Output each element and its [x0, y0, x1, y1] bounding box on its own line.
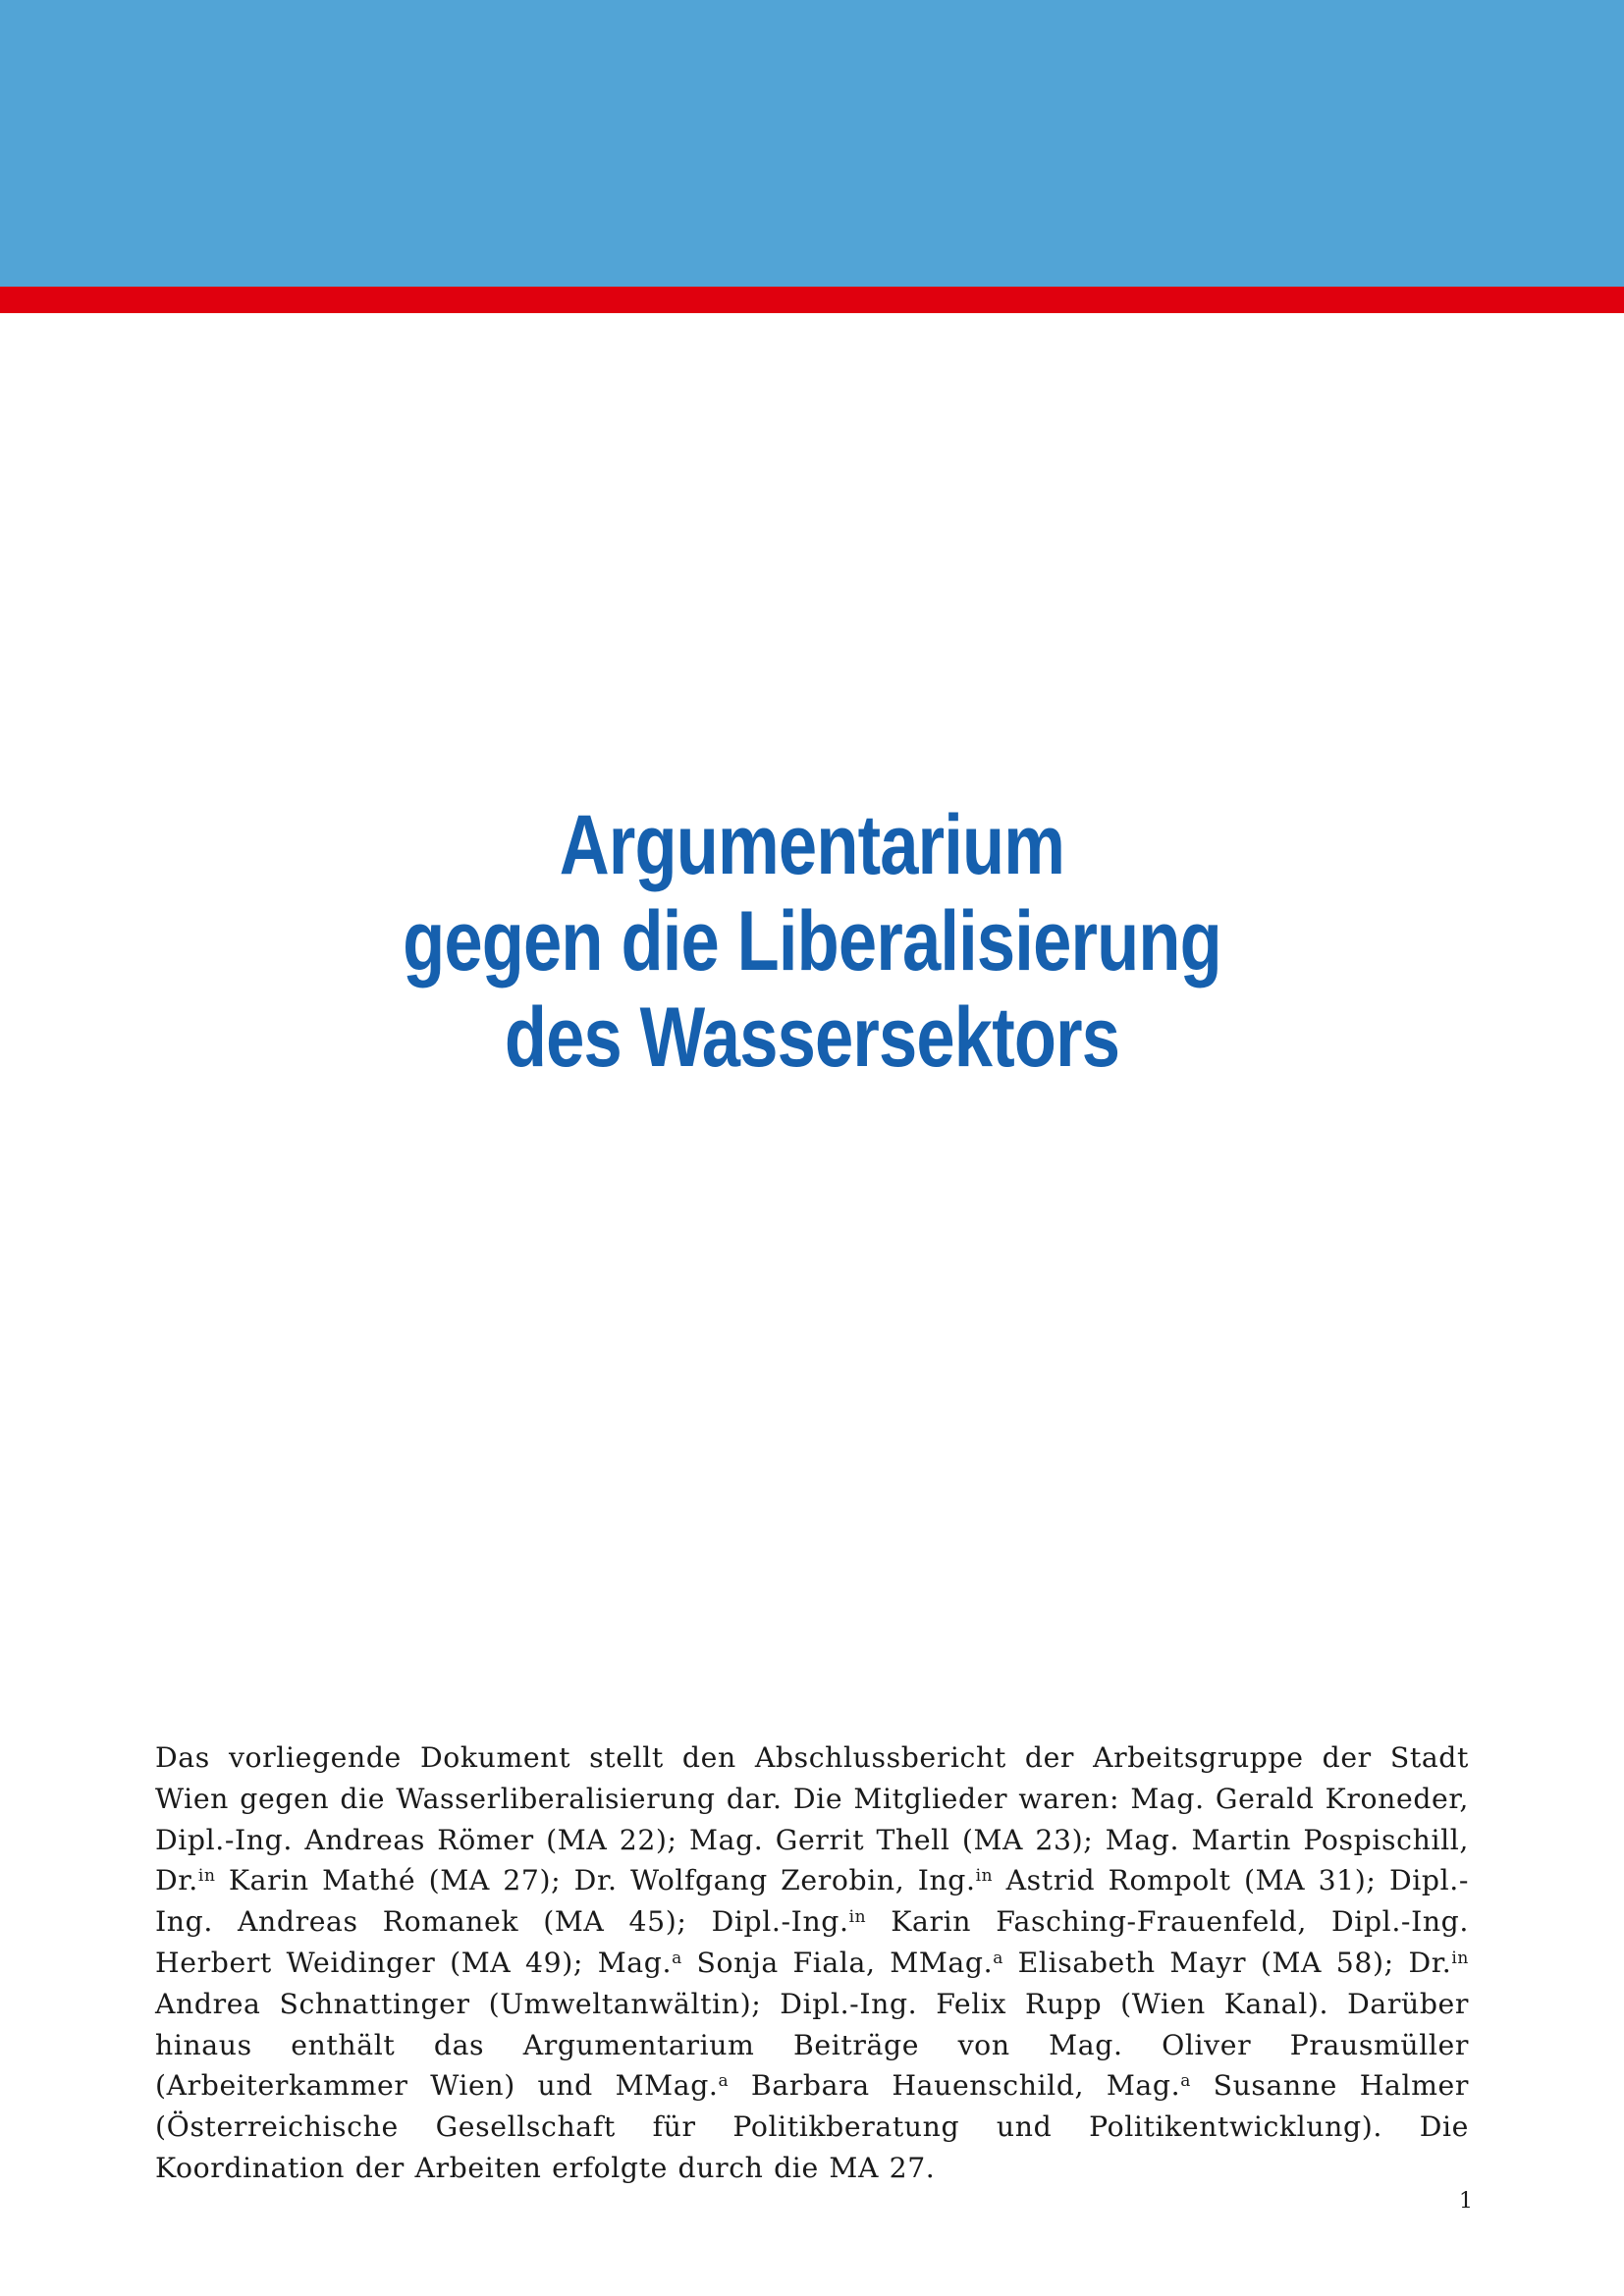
page-number: 1: [1459, 2189, 1473, 2214]
paragraph-text: Sonja Fiala, MMag.: [681, 1946, 994, 1979]
superscript-abbrev: a: [672, 1948, 682, 1968]
superscript-abbrev: in: [1451, 1948, 1469, 1968]
paragraph-text: Karin Fasching-Frauenfeld, Dipl.-Ing. Herbert Weidinger (MA 49); Mag.: [155, 1905, 1469, 1979]
superscript-abbrev: a: [718, 2071, 730, 2092]
title-line-2: gegen die Liberalisierung: [403, 894, 1221, 988]
paragraph-text: Andrea Schnattinger (Umweltanwältin); Dipl.-Ing. Felix Rupp (Wien Kanal). Darüber hinaus enthält das Argumentarium Beiträge von Mag. Oliver Prausmüller (Arbeiterkammer Wien) und MMag.: [155, 1987, 1469, 2103]
paragraph-text: Karin Mathé (MA 27); Dr. Wolfgang Zerobin, Ing.: [215, 1864, 976, 1897]
paragraph-text: Susanne Halmer (Österreichische Gesellschaft für Politikberatung und Politikentwicklung). Die Koordination der Arbeiten erfolgte durch die MA 27.: [155, 2069, 1470, 2184]
title-line-3: des Wassersektors: [504, 990, 1120, 1085]
document-title: [146, 797, 1478, 1086]
header-blue-band: [0, 0, 1624, 287]
header-red-stripe: [0, 287, 1624, 313]
superscript-abbrev: a: [1180, 2071, 1191, 2092]
superscript-abbrev: a: [993, 1948, 1003, 1968]
superscript-abbrev: in: [848, 1907, 867, 1928]
title-line-1: Argumentarium: [559, 798, 1065, 892]
superscript-abbrev: in: [975, 1866, 994, 1887]
intro-paragraph: [155, 1737, 1469, 2189]
paragraph-text: Das vorliegende Dokument stellt den Abschlussbericht der Arbeitsgruppe der Stadt Wien gegen die Wasserliberalisierung dar. Die Mitglieder waren: Mag. Gerald Kroneder, Dipl.-Ing. Andreas Römer (MA 22); Mag. Gerrit Thell (MA 23); Mag. Martin Pospischill, Dr.: [155, 1741, 1469, 1897]
superscript-abbrev: in: [197, 1866, 216, 1887]
paragraph-text: Barbara Hauenschild, Mag.: [729, 2069, 1181, 2103]
paragraph-text: Elisabeth Mayr (MA 58); Dr.: [1002, 1946, 1452, 1979]
paragraph-text: Astrid Rompolt (MA 31); Dipl.-Ing. Andreas Romanek (MA 45); Dipl.-Ing.: [155, 1864, 1469, 1939]
